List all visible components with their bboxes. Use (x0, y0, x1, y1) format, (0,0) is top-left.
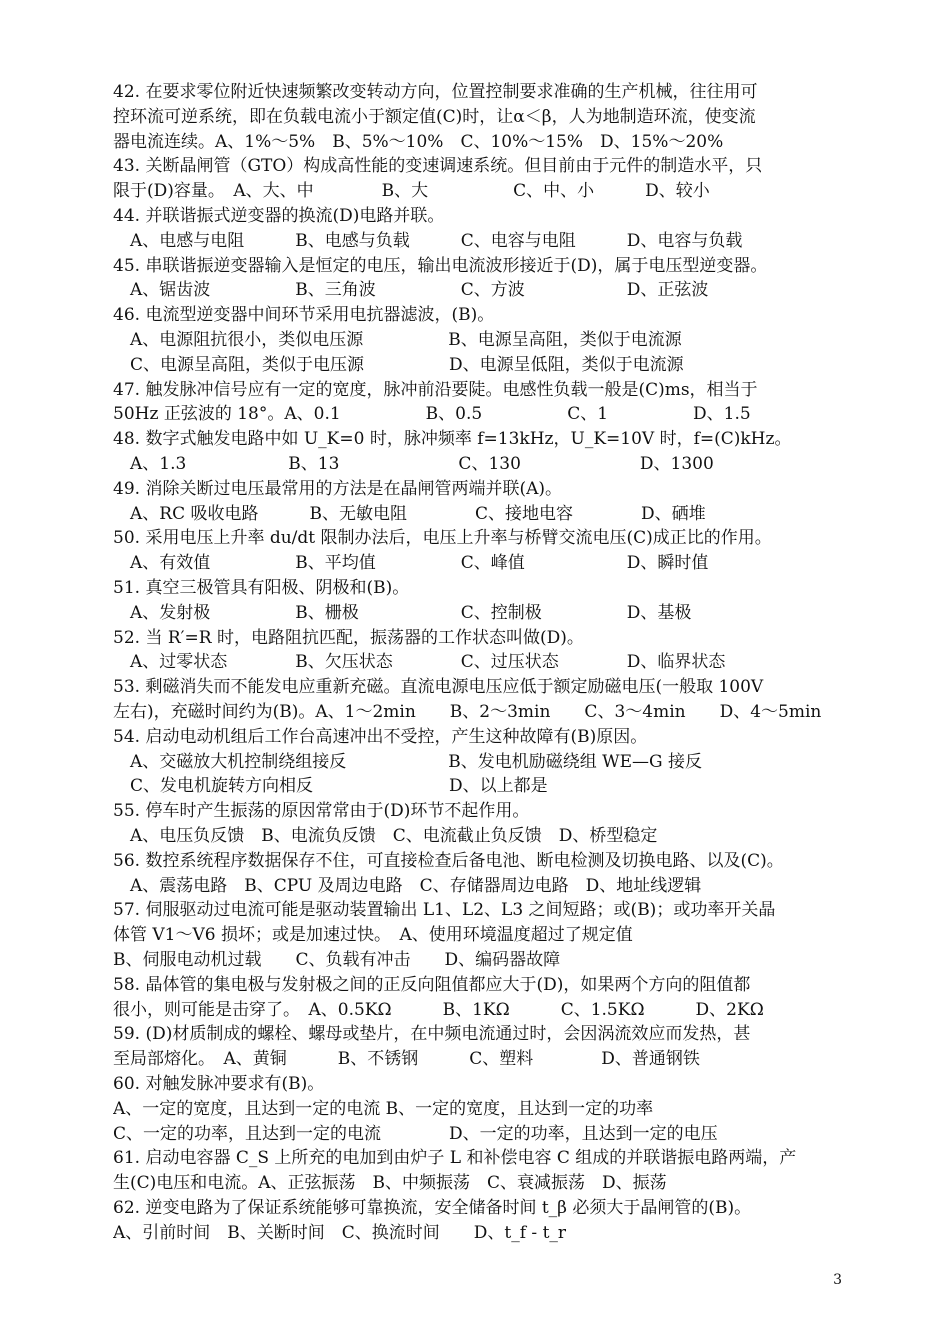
text-line: A、电压负反馈 B、电流负反馈 C、电流截止负反馈 D、桥型稳定 (113, 826, 658, 846)
text-line: 60. 对触发脉冲要求有(B)。 (113, 1074, 325, 1094)
text-line: 42. 在要求零位附近快速频繁改变转动方向，位置控制要求准确的生产机械，往往用可 (113, 82, 758, 102)
text-line: 生(C)电压和电流。A、正弦振荡 B、中频振荡 C、衰减振荡 D、振荡 (113, 1173, 667, 1194)
text-line: 58. 晶体管的集电极与发射极之间的正反向阻值都应大于(D)，如果两个方向的阻值都 (113, 974, 751, 995)
text-line: 48. 数字式触发电路中如 U_K=0 时，脉冲频率 f=13kHz，U_K=10V 时，f=(C)kHz。 (113, 429, 792, 450)
text-line: 43. 关断晶闸管（GTO）构成高性能的变速调速系统。但目前由于元件的制造水平，只 (113, 156, 763, 177)
text-line: 很小，则可能是击穿了。 A、0.5KΩ B、1KΩ C、1.5KΩ D、2KΩ (113, 999, 764, 1020)
text-line: A、一定的宽度，且达到一定的电流 B、一定的宽度，且达到一定的功率 (113, 1098, 654, 1119)
text-line: 54. 启动电动机组后工作台高速冲出不受控，产生这种故障有(B)原因。 (113, 726, 648, 747)
text-line: 55. 停车时产生振荡的原因常常由于(D)环节不起作用。 (113, 801, 530, 822)
text-line: A、震荡电路 B、CPU 及周边电路 C、存储器周边电路 D、地址线逻辑 (113, 875, 702, 896)
text-line: 45. 串联谐振逆变器输入是恒定的电压，输出电流波形接近于(D)，属于电压型逆变器。 (113, 255, 768, 276)
text-line: A、RC 吸收电路 B、无敏电阻 C、接地电容 D、硒堆 (113, 503, 706, 524)
text-line: A、1.3 B、13 C、130 D、1300 (113, 454, 714, 474)
text-line: 53. 剩磁消失而不能发电应重新充磁。直流电源电压应低于额定励磁电压(一般取 100V (113, 677, 764, 698)
page-number: 3 (833, 1272, 842, 1288)
text-line: 44. 并联谐振式逆变器的换流(D)电路并联。 (113, 206, 445, 226)
text-line: 器电流连续。A、1%～5% B、5%～10% C、10%～15% D、15%～20% (113, 131, 724, 152)
text-line: C、电源呈高阻，类似于电压源 D、电源呈低阻，类似于电流源 (113, 354, 684, 375)
text-line: 56. 数控系统程序数据保存不住，可直接检查后备电池、断电检测及切换电路、以及(C)。 (113, 850, 784, 871)
text-line: A、过零状态 B、欠压状态 C、过压状态 D、临界状态 (113, 652, 726, 673)
text-line: 限于(D)容量。 A、大、中 B、大 C、中、小 D、较小 (113, 181, 710, 202)
text-line: 控环流可逆系统，即在负载电流小于额定值(C)时，让α＜β，人为地制造环流，使变流 (113, 106, 756, 127)
text-line: 50Hz 正弦波的 18°。A、0.1 B、0.5 C、1 D、1.5 (113, 404, 751, 425)
text-line: A、电源阻抗很小，类似电压源 B、电源呈高阻，类似于电流源 (113, 330, 682, 350)
text-line: 62. 逆变电路为了保证系统能够可靠换流，安全储备时间 t_β 必须大于晶闸管的(B)。 (113, 1198, 752, 1218)
text-line: A、交磁放大机控制绕组接反 B、发电机励磁绕组 WE—G 接反 (113, 751, 703, 772)
text-line: 50. 采用电压上升率 du/dt 限制办法后，电压上升率与桥臂交流电压(C)成正比的作用。 (113, 528, 772, 549)
text-line: 47. 触发脉冲信号应有一定的宽度，脉冲前沿要陡。电感性负载一般是(C)ms，相当于 (113, 379, 758, 400)
text-line: 至局部熔化。 A、黄铜 B、不锈钢 C、塑料 D、普通钢铁 (113, 1049, 700, 1070)
text-line: B、伺服电动机过载 C、负载有冲击 D、编码器故障 (113, 950, 561, 970)
text-line: C、发电机旋转方向相反 D、以上都是 (113, 776, 548, 797)
text-line: 61. 启动电容器 C_S 上所充的电加到由炉子 L 和补偿电容 C 组成的并联谐振电路两端，产 (113, 1148, 797, 1169)
text-line: A、电感与电阻 B、电感与负载 C、电容与电阻 D、电容与负载 (113, 230, 743, 251)
text-line: C、一定的功率，且达到一定的电流 D、一定的功率，且达到一定的电压 (113, 1123, 718, 1144)
text-line: 体管 V1～V6 损坏；或是加速过快。 A、使用环境温度超过了规定值 (113, 925, 633, 946)
text-line: 49. 消除关断过电压最常用的方法是在晶闸管两端并联(A)。 (113, 478, 562, 499)
text-line: 左右)，充磁时间约为(B)。A、1～2min B、2～3min C、3～4min D、4～5min (113, 702, 822, 722)
text-line: A、有效值 B、平均值 C、峰值 D、瞬时值 (113, 553, 709, 574)
text-line: 46. 电流型逆变器中间环节采用电抗器滤波，(B)。 (113, 305, 495, 326)
text-line: A、引前时间 B、关断时间 C、换流时间 D、t_f - t_r (113, 1222, 567, 1243)
text-line: A、发射极 B、栅极 C、控制极 D、基极 (113, 602, 692, 623)
text-line: 57. 伺服驱动过电流可能是驱动装置输出 L1、L2、L3 之间短路；或(B)；或功率开关晶 (113, 900, 776, 921)
text-line: 52. 当 R′=R 时，电路阻抗匹配，振荡器的工作状态叫做(D)。 (113, 627, 584, 648)
text-line: 51. 真空三极管具有阳极、阴极和(B)。 (113, 578, 410, 598)
text-line: 59. (D)材质制成的螺栓、螺母或垫片，在中频电流通过时，会因涡流效应而发热，甚 (113, 1024, 751, 1045)
text-line: A、锯齿波 B、三角波 C、方波 D、正弦波 (113, 280, 709, 301)
